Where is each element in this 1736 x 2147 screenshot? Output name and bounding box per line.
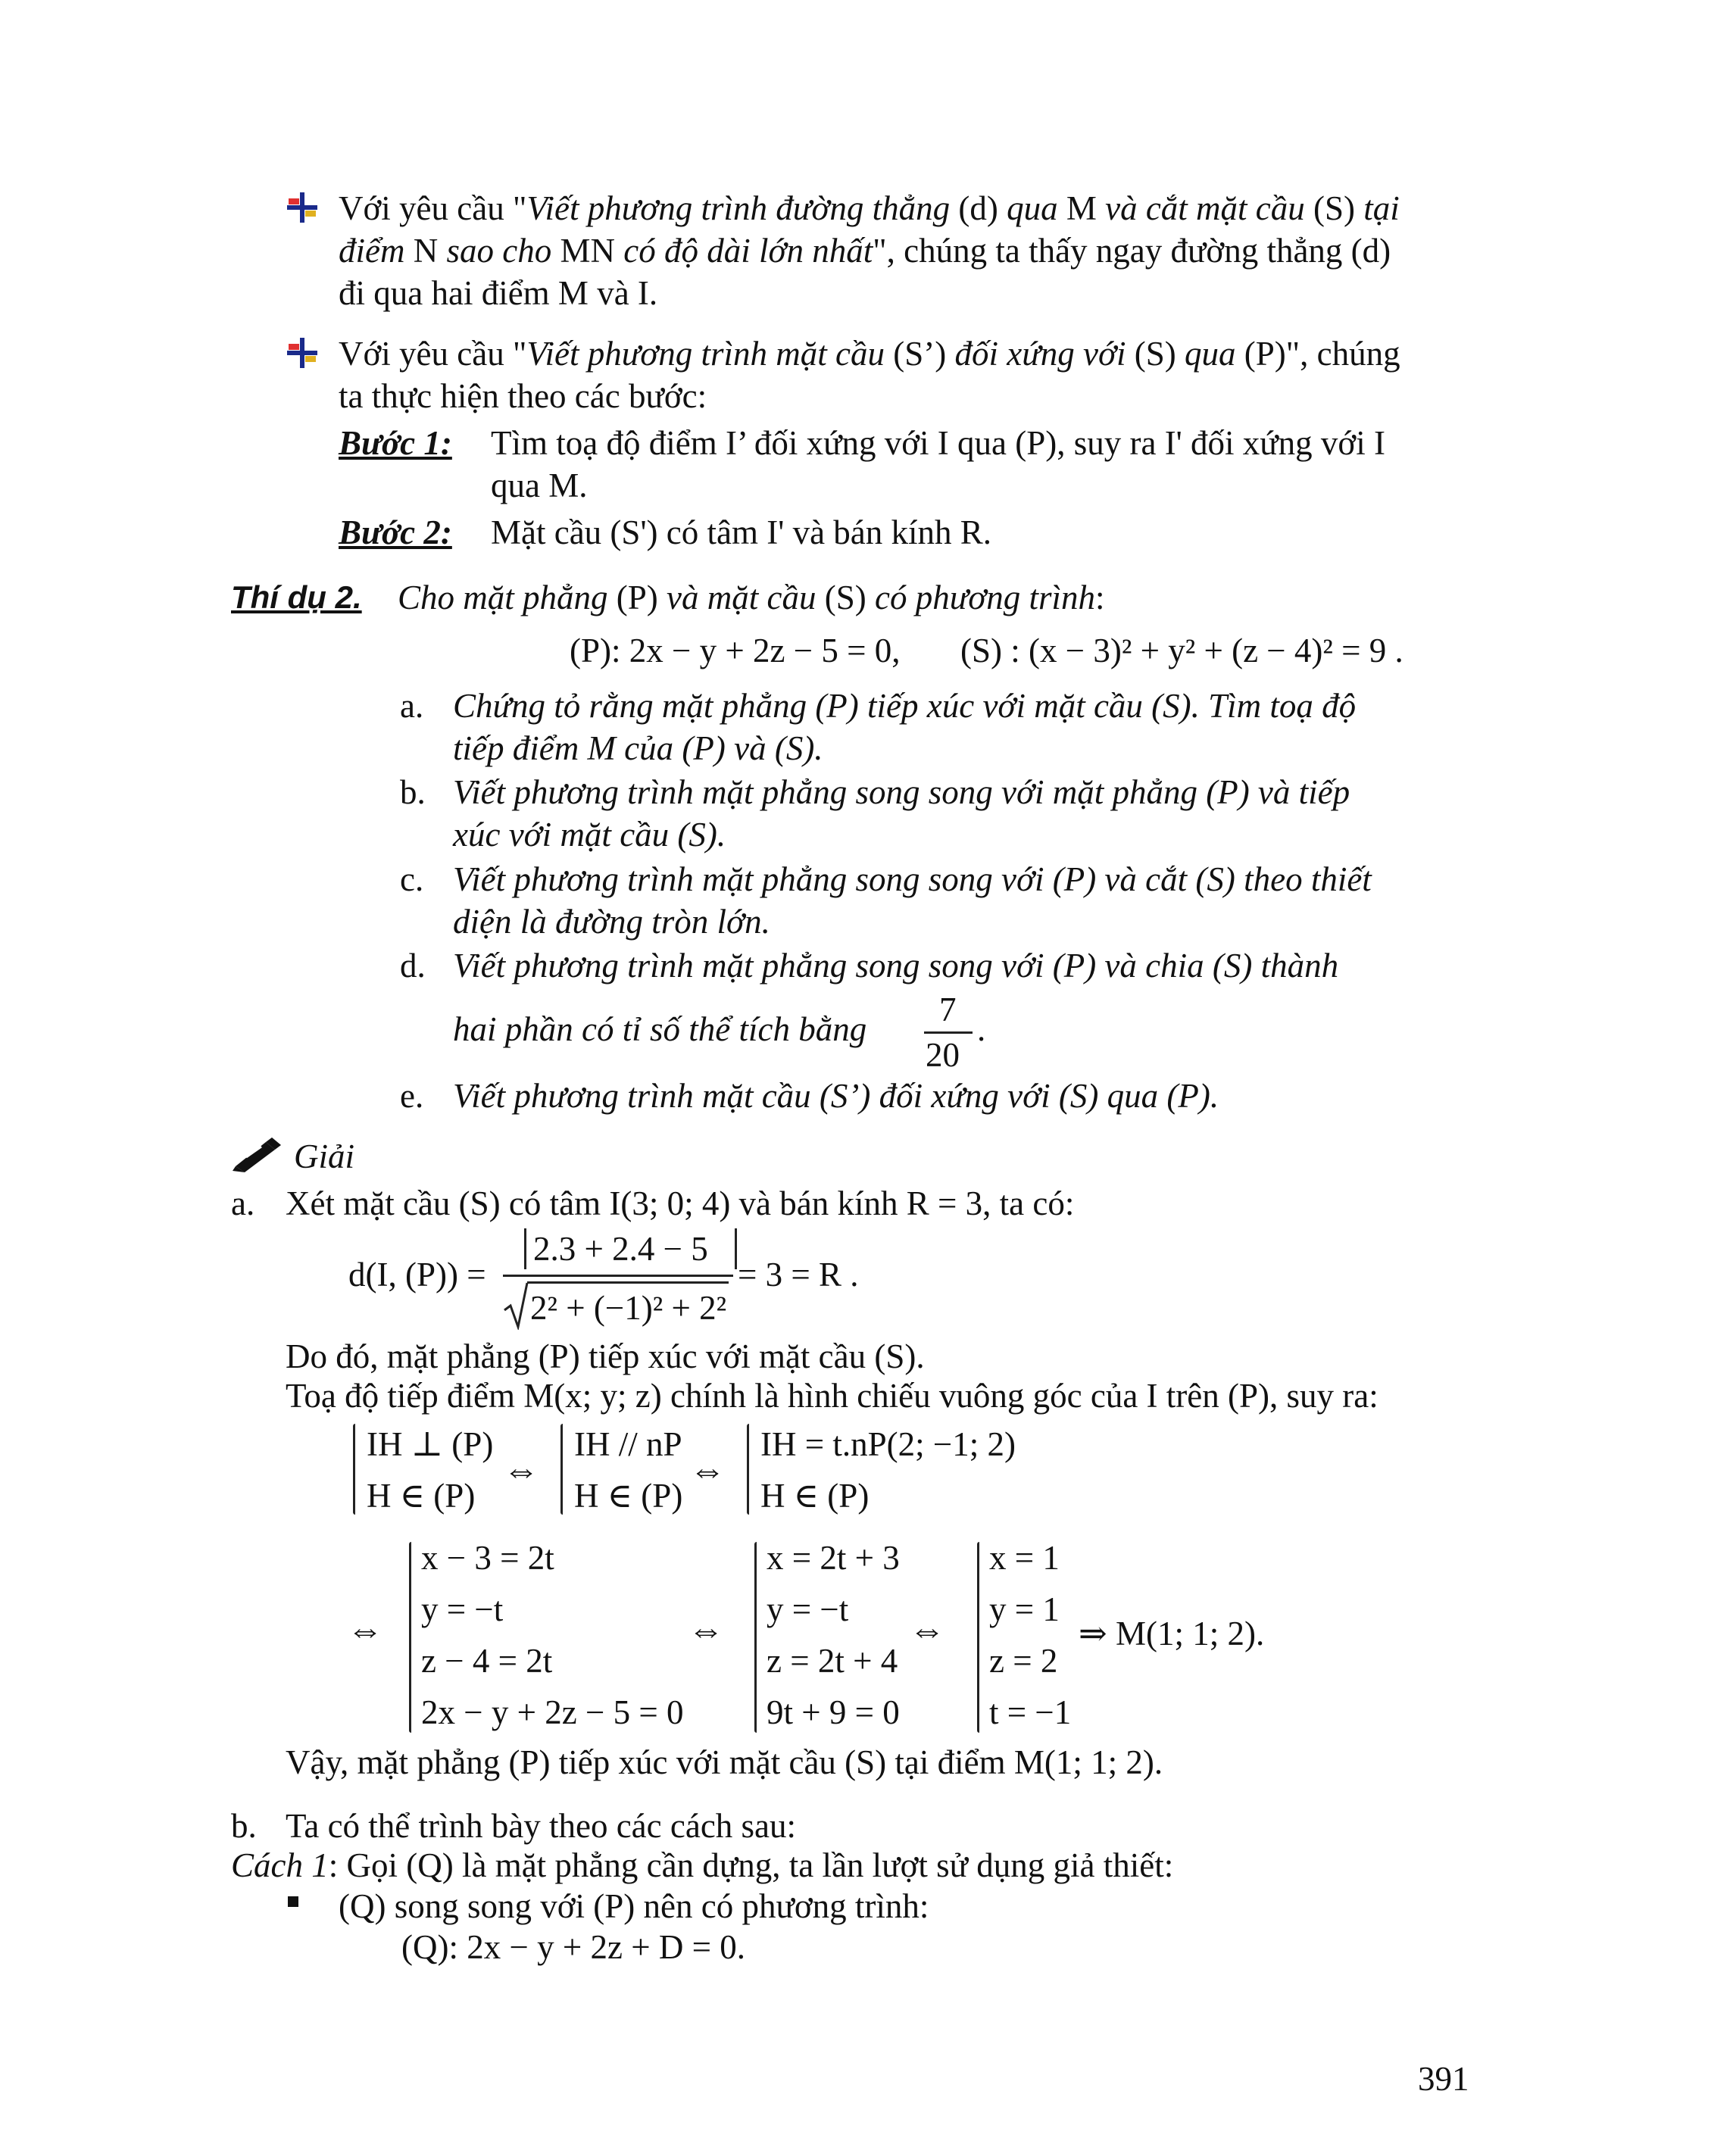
distance-denominator: 2² + (−1)² + 2² — [530, 1289, 727, 1327]
distance-left: d(I, (P)) = — [348, 1256, 486, 1294]
text: (S) — [1126, 335, 1185, 373]
item-c-line-1: Viết phương trình mặt phẳng song song với (P) và cắt (S) theo thiết — [453, 860, 1372, 898]
item-b-line-1: Viết phương trình mặt phẳng song song với mặt phẳng (P) và tiếp — [453, 773, 1350, 811]
sys3-line-1: IH = t.nP(2; −1; 2) — [760, 1425, 1016, 1463]
brace — [560, 1424, 563, 1515]
page-number: 391 — [1418, 2060, 1469, 2098]
text: có phương trình — [874, 579, 1096, 616]
text: có độ dài lớn nhất — [623, 232, 873, 270]
text: MN — [551, 232, 624, 270]
abs-bar-left — [524, 1228, 526, 1269]
step-1-line-2: qua M. — [491, 467, 588, 504]
item-c-line-2: diện là đường tròn lớn. — [453, 903, 770, 941]
example-label: Thí dụ 2. — [231, 579, 362, 615]
item-b-line-2: xúc với mặt cầu (S). — [453, 816, 726, 853]
item-b-mark: b. — [400, 773, 426, 811]
item-a-mark: a. — [400, 687, 424, 725]
bullet-1-line-1 — [339, 188, 1400, 229]
text: (S) — [1304, 189, 1364, 227]
item-d-mark: d. — [400, 947, 426, 985]
text: và cắt mặt cầu — [1105, 189, 1305, 227]
text: điểm — [339, 232, 405, 270]
equation-s: (S) : (x − 3)² + y² + (z − 4)² = 9 . — [960, 632, 1403, 669]
text: (P)", chúng — [1235, 335, 1400, 373]
item-d-line-1: Viết phương trình mặt phẳng song song với (P) và chia (S) thành — [453, 947, 1339, 985]
sys4-line-1: x − 3 = 2t — [421, 1539, 554, 1577]
equivalence-arrow: ⇔ — [688, 1610, 724, 1650]
step-2-line-1: Mặt cầu (S') có tâm I' và bán kính R. — [491, 513, 992, 551]
cach-1-line — [231, 1845, 1173, 1886]
bullet-2-line-2: ta thực hiện theo các bước: — [339, 377, 707, 415]
sqrt-overline — [527, 1281, 729, 1284]
distance-right: = 3 = R . — [738, 1256, 859, 1294]
pencil-icon — [231, 1136, 284, 1172]
item-a-line-2: tiếp điểm M của (P) và (S). — [453, 729, 823, 767]
fraction-numerator: 7 — [939, 991, 957, 1028]
sys6-line-3: z = 2 — [989, 1642, 1058, 1680]
sys2-line-1: IH // nP — [574, 1425, 682, 1463]
brace — [747, 1424, 749, 1515]
sys4-line-2: y = −t — [421, 1590, 504, 1628]
equivalence-arrow: ⇔ — [689, 1450, 726, 1490]
sys3-line-2: H ∈ (P) — [760, 1477, 870, 1515]
text: : Gọi (Q) là mặt phẳng cần dựng, ta lần lượt sử dụng giả thiết: — [328, 1846, 1174, 1884]
text: qua — [1185, 335, 1236, 373]
solution-a-mark: a. — [231, 1184, 255, 1222]
text: Viết phương trình mặt cầu — [526, 335, 885, 373]
equation-p: (P): 2x − y + 2z − 5 = 0, — [570, 632, 901, 669]
fraction-bar — [924, 1031, 973, 1034]
sys4-line-3: z − 4 = 2t — [421, 1642, 553, 1680]
solution-a-line-2: Do đó, mặt phẳng (P) tiếp xúc với mặt cầu (S). — [286, 1337, 925, 1375]
text: ", chúng ta thấy ngay đường thẳng (d) — [873, 232, 1391, 270]
step-2-label: Bước 2: — [339, 513, 452, 551]
brace — [754, 1542, 757, 1733]
example-intro — [398, 577, 1105, 618]
fraction-period: . — [977, 1010, 986, 1048]
sys6-line-2: y = 1 — [989, 1590, 1060, 1628]
solution-title: Giải — [294, 1137, 355, 1175]
brace — [409, 1542, 411, 1733]
text: tại — [1363, 189, 1400, 227]
text: Viết phương trình đường thẳng — [526, 189, 951, 227]
equivalence-arrow: ⇔ — [347, 1610, 383, 1650]
equivalence-arrow: ⇔ — [909, 1610, 945, 1650]
text: M — [1057, 189, 1106, 227]
text: (d) — [950, 189, 1007, 227]
solution-b-mark: b. — [231, 1807, 257, 1845]
fraction-denominator: 20 — [926, 1036, 960, 1074]
system-result: ⇒ M(1; 1; 2). — [1079, 1615, 1265, 1652]
sys6-line-1: x = 1 — [989, 1539, 1060, 1577]
text: đối xứng với — [954, 335, 1126, 373]
text: (S) — [816, 579, 875, 616]
sys4-line-4: 2x − y + 2z − 5 = 0 — [421, 1693, 684, 1731]
sys1-line-1: IH ⊥ (P) — [367, 1425, 494, 1463]
text: : — [1095, 579, 1105, 616]
equivalence-arrow: ⇔ — [503, 1450, 539, 1490]
text: (P) — [607, 579, 667, 616]
abs-bar-right — [735, 1228, 737, 1269]
solution-b-bullet: (Q) song song với (P) nên có phương trình: — [339, 1887, 929, 1925]
text: (S’) — [885, 335, 955, 373]
distance-fraction-bar — [503, 1275, 733, 1277]
brace — [353, 1424, 355, 1515]
bullet-1-line-2 — [339, 230, 1391, 271]
distance-numerator: 2.3 + 2.4 − 5 — [533, 1230, 708, 1268]
item-e-mark: e. — [400, 1077, 424, 1115]
item-e-line-1: Viết phương trình mặt cầu (S’) đối xứng với (S) qua (P). — [453, 1077, 1219, 1115]
sys2-line-2: H ∈ (P) — [574, 1477, 683, 1515]
text: N — [404, 232, 447, 270]
item-a-line-1: Chứng tỏ rằng mặt phẳng (P) tiếp xúc với mặt cầu (S). Tìm toạ độ — [453, 687, 1357, 725]
solution-a-line-3: Toạ độ tiếp điểm M(x; y; z) chính là hình chiếu vuông góc của I trên (P), suy ra: — [286, 1377, 1378, 1415]
bullet-1-line-3: đi qua hai điểm M và I. — [339, 274, 658, 312]
sys5-line-3: z = 2t + 4 — [767, 1642, 898, 1680]
sys1-line-2: H ∈ (P) — [367, 1477, 476, 1515]
solution-b-equation: (Q): 2x − y + 2z + D = 0. — [401, 1928, 745, 1966]
sqrt-sign-icon — [503, 1280, 529, 1330]
text: Với yêu cầu " — [339, 335, 527, 373]
sys5-line-2: y = −t — [767, 1590, 849, 1628]
sys5-line-1: x = 2t + 3 — [767, 1539, 900, 1577]
brace — [977, 1542, 979, 1733]
cach-label: Cách 1 — [231, 1846, 329, 1884]
solution-b-line-1: Ta có thể trình bày theo các cách sau: — [286, 1807, 797, 1845]
sys6-line-4: t = −1 — [989, 1693, 1072, 1731]
bullet-arrow-icon — [286, 191, 319, 224]
text: sao cho — [446, 232, 552, 270]
text: và mặt cầu — [667, 579, 816, 616]
bullet-2-line-1 — [339, 333, 1400, 374]
step-1-line-1: Tìm toạ độ điểm I’ đối xứng với I qua (P), suy ra I' đối xứng với I — [491, 424, 1385, 462]
item-c-mark: c. — [400, 860, 424, 898]
sys5-line-4: 9t + 9 = 0 — [767, 1693, 900, 1731]
bullet-arrow-icon — [286, 336, 319, 370]
solution-a-conclusion: Vậy, mặt phẳng (P) tiếp xúc với mặt cầu (S) tại điểm M(1; 1; 2). — [286, 1743, 1163, 1781]
item-d-line-2: hai phần có tỉ số thể tích bằng — [453, 1010, 867, 1048]
text: qua — [1007, 189, 1058, 227]
text: Với yêu cầu " — [339, 189, 527, 227]
text: Cho mặt phẳng — [398, 579, 608, 616]
step-1-label: Bước 1: — [339, 424, 452, 462]
solution-a-line-1: Xét mặt cầu (S) có tâm I(3; 0; 4) và bán kính R = 3, ta có: — [286, 1184, 1075, 1222]
square-bullet-icon — [288, 1896, 298, 1907]
